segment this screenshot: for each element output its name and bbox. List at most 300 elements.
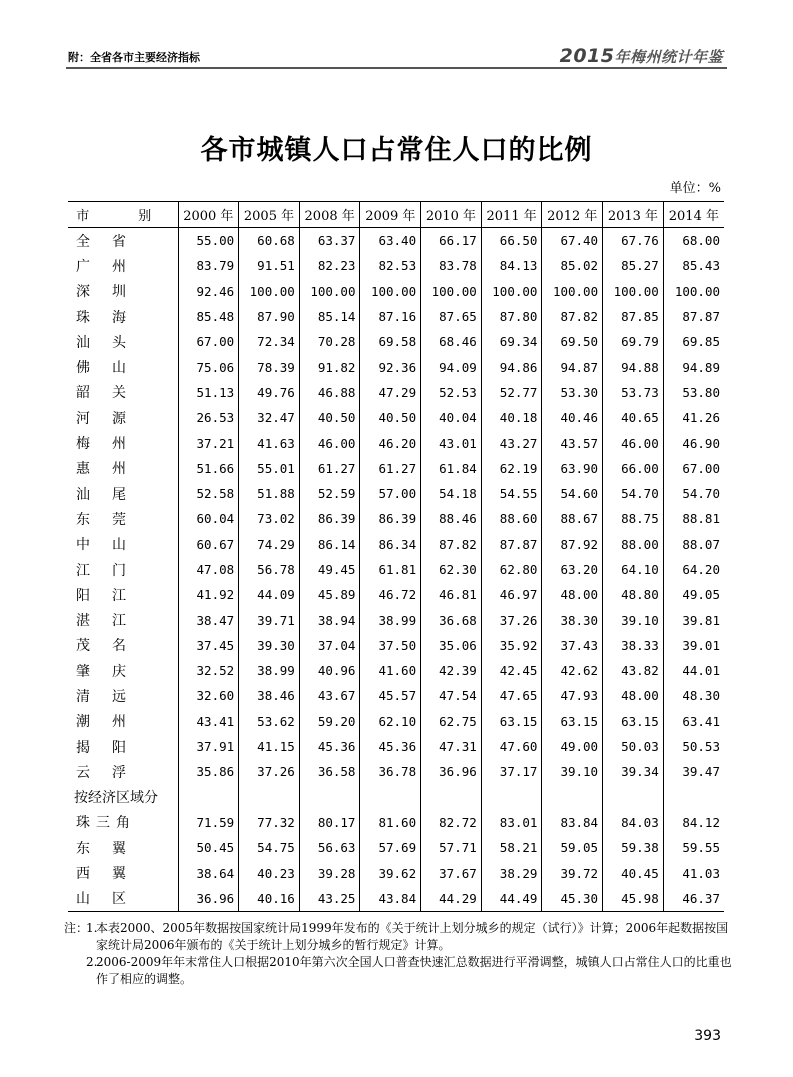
row-label: 湛江 <box>76 613 148 630</box>
table-cell: 63.20 <box>542 557 603 582</box>
table-cell: 49.45 <box>299 557 360 582</box>
table-cell: 85.43 <box>663 253 724 278</box>
empty-cell <box>360 785 421 810</box>
table-cell: 67.00 <box>663 456 724 481</box>
table-cell: 86.14 <box>299 532 360 557</box>
table-cell: 46.37 <box>663 886 724 912</box>
table-cell: 47.08 <box>178 557 239 582</box>
table-cell: 62.10 <box>360 709 421 734</box>
urbanization-table <box>68 201 724 912</box>
table-cell: 100.00 <box>299 279 360 304</box>
table-cell: 53.73 <box>603 380 664 405</box>
row-label: 广州 <box>76 258 148 275</box>
table-cell: 88.46 <box>421 506 482 531</box>
table-cell: 73.02 <box>239 506 300 531</box>
header-rule <box>66 67 727 69</box>
yearbook-year: 2015 <box>559 45 615 67</box>
section-label: 按经济区域分 <box>74 790 158 807</box>
table-cell: 38.99 <box>360 607 421 632</box>
table-cell: 47.65 <box>481 683 542 708</box>
table-cell: 83.78 <box>421 253 482 278</box>
row-label: 揭阳 <box>76 739 148 756</box>
row-label: 惠州 <box>76 461 148 478</box>
empty-cell <box>542 785 603 810</box>
table-cell: 59.05 <box>542 835 603 860</box>
empty-cell <box>178 785 239 810</box>
table-cell: 66.17 <box>421 228 482 254</box>
table-row <box>68 759 724 784</box>
table-cell: 40.50 <box>360 405 421 430</box>
running-header-left: 附：全省各市主要经济指标 <box>68 51 200 64</box>
table-cell: 26.53 <box>178 405 239 430</box>
table-cell: 52.59 <box>299 481 360 506</box>
table-cell: 49.00 <box>542 734 603 759</box>
table-cell: 41.63 <box>239 430 300 455</box>
table-cell: 42.45 <box>481 658 542 683</box>
table-cell: 37.43 <box>542 633 603 658</box>
table-cell: 61.27 <box>360 456 421 481</box>
empty-cell <box>481 785 542 810</box>
table-cell: 75.06 <box>178 354 239 379</box>
table-cell: 62.80 <box>481 557 542 582</box>
row-label: 梅州 <box>76 436 148 453</box>
table-cell: 63.41 <box>663 709 724 734</box>
table-cell: 46.90 <box>663 430 724 455</box>
table-cell: 43.82 <box>603 658 664 683</box>
row-label: 潮州 <box>76 714 148 731</box>
table-cell: 84.03 <box>603 810 664 835</box>
table-cell: 40.23 <box>239 860 300 885</box>
row-label: 东翼 <box>76 840 148 857</box>
table-cell: 44.01 <box>663 658 724 683</box>
row-label: 肇庆 <box>76 663 148 680</box>
table-cell: 40.45 <box>603 860 664 885</box>
table-cell: 50.03 <box>603 734 664 759</box>
table-cell: 39.47 <box>663 759 724 784</box>
table-cell: 56.78 <box>239 557 300 582</box>
empty-cell <box>663 785 724 810</box>
row-label: 东莞 <box>76 511 148 528</box>
table-cell: 87.16 <box>360 304 421 329</box>
table-cell: 37.67 <box>421 860 482 885</box>
table-cell: 62.19 <box>481 456 542 481</box>
table-cell: 68.00 <box>663 228 724 254</box>
page-number: 393 <box>694 1028 721 1044</box>
table-row <box>68 835 724 860</box>
table-cell: 45.89 <box>299 582 360 607</box>
table-cell: 88.60 <box>481 506 542 531</box>
table-cell: 47.93 <box>542 683 603 708</box>
table-cell: 43.01 <box>421 430 482 455</box>
table-row <box>68 279 724 304</box>
table-cell: 54.75 <box>239 835 300 860</box>
row-label: 中山 <box>76 537 148 554</box>
row-label: 阳江 <box>76 587 148 604</box>
table-cell: 38.64 <box>178 860 239 885</box>
table-row <box>68 506 724 531</box>
table-cell: 63.90 <box>542 456 603 481</box>
table-cell: 57.00 <box>360 481 421 506</box>
table-cell: 54.70 <box>663 481 724 506</box>
table-cell: 52.77 <box>481 380 542 405</box>
table-cell: 94.86 <box>481 354 542 379</box>
table-cell: 37.26 <box>481 607 542 632</box>
table-row <box>68 354 724 379</box>
row-label: 深圳 <box>76 284 148 301</box>
table-header-row <box>68 202 724 228</box>
table-cell: 43.84 <box>360 886 421 912</box>
row-label: 汕头 <box>76 334 148 351</box>
table-cell: 87.85 <box>603 304 664 329</box>
table-row <box>68 709 724 734</box>
row-label: 西翼 <box>76 866 148 883</box>
table-cell: 36.96 <box>178 886 239 912</box>
table-cell: 39.30 <box>239 633 300 658</box>
table-cell: 87.82 <box>542 304 603 329</box>
table-row <box>68 228 724 254</box>
row-label: 河源 <box>76 410 148 427</box>
column-header-year: 2009 年 <box>360 202 421 228</box>
column-header-year: 2014 年 <box>663 202 724 228</box>
table-cell: 68.46 <box>421 329 482 354</box>
table-cell: 88.67 <box>542 506 603 531</box>
table-cell: 45.36 <box>299 734 360 759</box>
footnote-2 <box>64 954 734 988</box>
table-cell: 55.00 <box>178 228 239 254</box>
table-row <box>68 456 724 481</box>
table-cell: 69.50 <box>542 329 603 354</box>
table-cell: 36.96 <box>421 759 482 784</box>
table-cell: 70.28 <box>299 329 360 354</box>
empty-cell <box>603 785 664 810</box>
row-label: 云浮 <box>76 764 148 781</box>
table-cell: 100.00 <box>360 279 421 304</box>
table-cell: 36.78 <box>360 759 421 784</box>
table-cell: 80.17 <box>299 810 360 835</box>
table-cell: 100.00 <box>239 279 300 304</box>
table-cell: 87.92 <box>542 532 603 557</box>
table-row <box>68 430 724 455</box>
table-cell: 47.29 <box>360 380 421 405</box>
table-row <box>68 633 724 658</box>
table-cell: 49.76 <box>239 380 300 405</box>
table-cell: 35.86 <box>178 759 239 784</box>
table-cell: 100.00 <box>663 279 724 304</box>
table-cell: 100.00 <box>603 279 664 304</box>
table-cell: 59.55 <box>663 835 724 860</box>
table-cell: 38.30 <box>542 607 603 632</box>
table-cell: 69.79 <box>603 329 664 354</box>
table-cell: 92.46 <box>178 279 239 304</box>
table-cell: 39.01 <box>663 633 724 658</box>
table-row <box>68 683 724 708</box>
table-cell: 85.27 <box>603 253 664 278</box>
table-cell: 94.09 <box>421 354 482 379</box>
table-cell: 78.39 <box>239 354 300 379</box>
table-cell: 36.58 <box>299 759 360 784</box>
row-label: 佛山 <box>76 360 148 377</box>
table-cell: 69.58 <box>360 329 421 354</box>
column-header-year: 2008 年 <box>299 202 360 228</box>
table-cell: 44.29 <box>421 886 482 912</box>
table-cell: 71.59 <box>178 810 239 835</box>
column-header-year: 2013 年 <box>603 202 664 228</box>
table-cell: 60.04 <box>178 506 239 531</box>
table-row <box>68 886 724 912</box>
table-cell: 41.03 <box>663 860 724 885</box>
table-row <box>68 481 724 506</box>
table-cell: 37.21 <box>178 430 239 455</box>
table-cell: 69.34 <box>481 329 542 354</box>
table-cell: 39.62 <box>360 860 421 885</box>
table-cell: 88.07 <box>663 532 724 557</box>
table-cell: 63.40 <box>360 228 421 254</box>
empty-cell <box>299 785 360 810</box>
table-row <box>68 658 724 683</box>
table-cell: 82.53 <box>360 253 421 278</box>
table-cell: 43.57 <box>542 430 603 455</box>
table-cell: 38.47 <box>178 607 239 632</box>
table-row <box>68 380 724 405</box>
table-cell: 53.80 <box>663 380 724 405</box>
table-cell: 52.53 <box>421 380 482 405</box>
table-cell: 41.92 <box>178 582 239 607</box>
table-cell: 40.50 <box>299 405 360 430</box>
table-cell: 85.48 <box>178 304 239 329</box>
table-cell: 84.13 <box>481 253 542 278</box>
table-cell: 41.26 <box>663 405 724 430</box>
table-cell: 40.96 <box>299 658 360 683</box>
table-cell: 46.00 <box>603 430 664 455</box>
column-header-year: 2011 年 <box>481 202 542 228</box>
table-cell: 40.04 <box>421 405 482 430</box>
footnote-1 <box>64 920 734 954</box>
table-cell: 74.29 <box>239 532 300 557</box>
table-cell: 47.31 <box>421 734 482 759</box>
table-cell: 69.85 <box>663 329 724 354</box>
table-cell: 43.27 <box>481 430 542 455</box>
table-cell: 83.84 <box>542 810 603 835</box>
table-cell: 63.15 <box>542 709 603 734</box>
footnote-text: 本表2000、2005年数据按国家统计局1999年发布的《关于统计上划分城乡的规定（试行）》计算；2006年起数据按国家统计局2006年颁布的《关于统计上划分城乡的暂行规定》计算。 <box>96 921 729 952</box>
table-cell: 46.72 <box>360 582 421 607</box>
table-cell: 47.54 <box>421 683 482 708</box>
table-cell: 87.87 <box>481 532 542 557</box>
row-label: 茂名 <box>76 638 148 655</box>
running-header-right <box>560 45 723 67</box>
table-cell: 88.75 <box>603 506 664 531</box>
table-row <box>68 253 724 278</box>
yearbook-name: 年梅州统计年鉴 <box>614 48 723 66</box>
table-cell: 100.00 <box>481 279 542 304</box>
table-cell: 94.89 <box>663 354 724 379</box>
table-cell: 83.01 <box>481 810 542 835</box>
row-label: 江门 <box>76 562 148 579</box>
table-cell: 39.10 <box>603 607 664 632</box>
table-cell: 45.36 <box>360 734 421 759</box>
table-cell: 40.18 <box>481 405 542 430</box>
table-cell: 40.65 <box>603 405 664 430</box>
row-label: 清远 <box>76 688 148 705</box>
table-cell: 61.27 <box>299 456 360 481</box>
table-cell: 87.65 <box>421 304 482 329</box>
table-cell: 57.69 <box>360 835 421 860</box>
table-cell: 88.00 <box>603 532 664 557</box>
table-cell: 50.53 <box>663 734 724 759</box>
table-cell: 48.30 <box>663 683 724 708</box>
table-row <box>68 532 724 557</box>
table-cell: 91.82 <box>299 354 360 379</box>
table-cell: 59.20 <box>299 709 360 734</box>
table-cell: 38.46 <box>239 683 300 708</box>
table-cell: 86.39 <box>299 506 360 531</box>
table-cell: 41.15 <box>239 734 300 759</box>
table-row <box>68 329 724 354</box>
table-cell: 38.29 <box>481 860 542 885</box>
table-cell: 63.37 <box>299 228 360 254</box>
table-cell: 53.62 <box>239 709 300 734</box>
empty-cell <box>421 785 482 810</box>
table-cell: 39.72 <box>542 860 603 885</box>
table-cell: 51.13 <box>178 380 239 405</box>
table-cell: 37.17 <box>481 759 542 784</box>
table-cell: 92.36 <box>360 354 421 379</box>
table-cell: 54.55 <box>481 481 542 506</box>
footnote-number: 1. <box>86 921 98 935</box>
table-cell: 64.20 <box>663 557 724 582</box>
table-cell: 38.33 <box>603 633 664 658</box>
table-cell: 47.60 <box>481 734 542 759</box>
empty-cell <box>239 785 300 810</box>
table-row <box>68 304 724 329</box>
table-cell: 54.60 <box>542 481 603 506</box>
table-cell: 91.51 <box>239 253 300 278</box>
table-cell: 100.00 <box>542 279 603 304</box>
table-cell: 49.05 <box>663 582 724 607</box>
table-cell: 35.06 <box>421 633 482 658</box>
table-cell: 85.02 <box>542 253 603 278</box>
table-cell: 51.88 <box>239 481 300 506</box>
table-cell: 94.88 <box>603 354 664 379</box>
row-label: 全省 <box>76 233 148 250</box>
table-cell: 61.81 <box>360 557 421 582</box>
table-cell: 42.39 <box>421 658 482 683</box>
column-header-year: 2012 年 <box>542 202 603 228</box>
table-cell: 58.21 <box>481 835 542 860</box>
table-cell: 81.60 <box>360 810 421 835</box>
table-cell: 46.20 <box>360 430 421 455</box>
table-cell: 40.46 <box>542 405 603 430</box>
table-cell: 38.94 <box>299 607 360 632</box>
table-cell: 63.15 <box>603 709 664 734</box>
table-cell: 52.58 <box>178 481 239 506</box>
table-cell: 43.25 <box>299 886 360 912</box>
table-row <box>68 405 724 430</box>
table-cell: 66.50 <box>481 228 542 254</box>
table-cell: 36.68 <box>421 607 482 632</box>
table-cell: 86.39 <box>360 506 421 531</box>
table-cell: 32.47 <box>239 405 300 430</box>
table-cell: 62.75 <box>421 709 482 734</box>
table-cell: 46.88 <box>299 380 360 405</box>
table-cell: 41.60 <box>360 658 421 683</box>
table-cell: 38.99 <box>239 658 300 683</box>
section-row <box>68 785 724 810</box>
table-cell: 46.00 <box>299 430 360 455</box>
footnote-text: 2006-2009年年末常住人口根据2010年第六次全国人口普查快速汇总数据进行平滑调整，城镇人口占常住人口的比重也作了相应的调整。 <box>96 955 732 986</box>
row-label: 山区 <box>68 886 178 912</box>
table-cell: 84.12 <box>663 810 724 835</box>
table-cell: 46.81 <box>421 582 482 607</box>
table-row <box>68 860 724 885</box>
table-cell: 45.57 <box>360 683 421 708</box>
column-header-year: 2010 年 <box>421 202 482 228</box>
table-cell: 54.18 <box>421 481 482 506</box>
table-cell: 39.10 <box>542 759 603 784</box>
row-label: 珠海 <box>76 309 148 326</box>
table-cell: 54.70 <box>603 481 664 506</box>
table-cell: 37.26 <box>239 759 300 784</box>
footnote-label: 注： <box>64 921 89 935</box>
table-cell: 42.62 <box>542 658 603 683</box>
unit-label: 单位：% <box>669 181 721 196</box>
column-header-city: 市 别 <box>68 202 178 228</box>
table-cell: 63.15 <box>481 709 542 734</box>
table-cell: 37.50 <box>360 633 421 658</box>
table-cell: 77.32 <box>239 810 300 835</box>
table-row <box>68 607 724 632</box>
footnote-number: 2. <box>86 955 98 969</box>
table-cell: 37.45 <box>178 633 239 658</box>
table-cell: 83.79 <box>178 253 239 278</box>
table-row <box>68 734 724 759</box>
table-cell: 67.00 <box>178 329 239 354</box>
table-cell: 87.90 <box>239 304 300 329</box>
table-cell: 94.87 <box>542 354 603 379</box>
footnotes <box>64 920 734 988</box>
table-cell: 43.41 <box>178 709 239 734</box>
table-cell: 37.04 <box>299 633 360 658</box>
table-cell: 46.97 <box>481 582 542 607</box>
column-header-year: 2005 年 <box>239 202 300 228</box>
table-cell: 32.60 <box>178 683 239 708</box>
table-cell: 67.40 <box>542 228 603 254</box>
table-cell: 86.34 <box>360 532 421 557</box>
table-cell: 82.72 <box>421 810 482 835</box>
table-cell: 67.76 <box>603 228 664 254</box>
table-cell: 45.98 <box>603 886 664 912</box>
table-cell: 44.49 <box>481 886 542 912</box>
page-title: 各市城镇人口占常住人口的比例 <box>200 135 593 166</box>
table-cell: 60.67 <box>178 532 239 557</box>
table-cell: 62.30 <box>421 557 482 582</box>
table-cell: 64.10 <box>603 557 664 582</box>
table-row <box>68 810 724 835</box>
table-cell: 53.30 <box>542 380 603 405</box>
row-label: 汕尾 <box>76 486 148 503</box>
table-cell: 43.67 <box>299 683 360 708</box>
table-cell: 48.80 <box>603 582 664 607</box>
row-label: 韶关 <box>76 385 148 402</box>
table-row <box>68 582 724 607</box>
table-cell: 48.00 <box>603 683 664 708</box>
table-cell: 88.81 <box>663 506 724 531</box>
table-cell: 87.82 <box>421 532 482 557</box>
table-cell: 56.63 <box>299 835 360 860</box>
table-cell: 35.92 <box>481 633 542 658</box>
table-row <box>68 557 724 582</box>
table-cell: 87.80 <box>481 304 542 329</box>
